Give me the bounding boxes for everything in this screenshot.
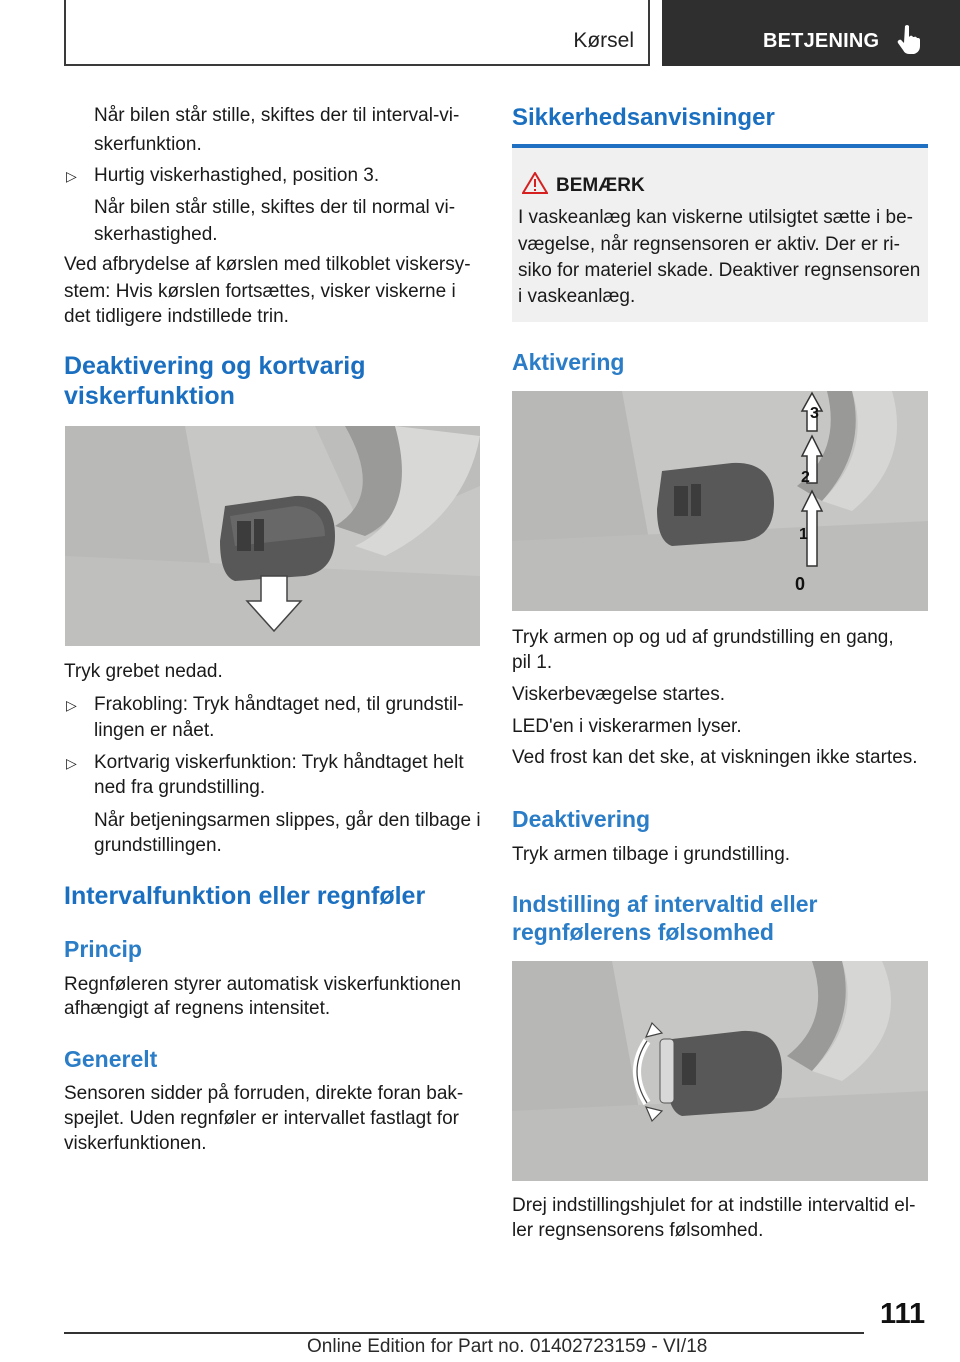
bullet-item-kortvarig-cont: ned fra grundstilling. xyxy=(94,777,266,798)
bullet-icon: ▷ xyxy=(66,168,77,184)
heading-indstilling: Indstilling af intervaltid eller xyxy=(512,891,818,917)
heading-indstilling-line2: regnfølerens følsomhed xyxy=(512,919,774,945)
header-section-tab xyxy=(64,0,650,66)
left-para-6a: Sensoren sidder på forruden, direkte foran bak‐ xyxy=(64,1083,464,1104)
position-label-1: 1 xyxy=(799,526,808,543)
note-line-1: I vaskeanlæg kan viskerne utilsigtet sætte i be‐ xyxy=(518,207,913,228)
position-label-2: 2 xyxy=(801,469,810,486)
page-number: 111 xyxy=(880,1298,926,1330)
interval-wheel-photo xyxy=(512,961,928,1181)
note-line-2: vægelse, når regnsensoren er aktiv. Der er ri‐ xyxy=(518,234,900,255)
left-para-5a: Regnføleren styrer automatisk viskerfunktionen xyxy=(64,974,462,995)
heading-princip: Princip xyxy=(64,936,142,962)
footer-divider xyxy=(64,1332,864,1334)
left-para-5b: afhængigt af regnens intensitet. xyxy=(64,998,331,1019)
left-para-6b: spejlet. Uden regnføler er intervallet fastlagt for xyxy=(64,1108,459,1129)
bullet-item-kortvarig: Kortvarig viskerfunktion: Tryk håndtaget helt xyxy=(94,752,464,773)
caption-wheel-b: ler regnsensorens følsomhed. xyxy=(512,1220,764,1241)
right-para-8: LED'en i viskerarmen lyser. xyxy=(512,716,742,737)
wiper-stalk-positions-photo xyxy=(512,391,928,611)
heading-deaktivering: Deaktivering xyxy=(512,806,651,832)
caption-press-down: Tryk grebet nedad. xyxy=(64,661,223,682)
note-title: BEMÆRK xyxy=(556,175,645,196)
hand-pointer-icon xyxy=(896,24,922,54)
header-chapter-label: BETJENING xyxy=(763,30,880,52)
bullet-icon: ▷ xyxy=(66,697,77,713)
note-line-4: i vaskeanlæg. xyxy=(518,286,636,307)
caption-push-up-b: pil 1. xyxy=(512,652,553,673)
left-para-3c: det tidligere indstillede trin. xyxy=(64,306,289,327)
warning-note-box xyxy=(512,144,928,322)
footer-edition: Online Edition for Part no. 01402723159 - VI/18 xyxy=(307,1336,708,1357)
left-para-1: Når bilen står stille, skiftes der til interval-vi‐ xyxy=(94,105,460,126)
position-label-0: 0 xyxy=(795,574,806,594)
heading-aktivering: Aktivering xyxy=(512,349,625,375)
bullet-icon: ▷ xyxy=(66,755,77,771)
left-para-3b: stem: Hvis kørslen fortsættes, visker viskerne i xyxy=(64,281,456,302)
heading-deaktivering-kortvarig-line2: viskerfunktion xyxy=(64,382,235,410)
right-para-9: Ved frost kan det ske, at viskningen ikke startes. xyxy=(512,747,918,768)
header-section-label: Kørsel xyxy=(573,29,634,52)
caption-wheel-a: Drej indstillingshjulet for at indstille intervaltid el‐ xyxy=(512,1195,916,1216)
left-para-3a: Ved afbrydelse af kørslen med tilkoblet viskersy‐ xyxy=(64,254,471,275)
caption-push-up-a: Tryk armen op og ud af grundstilling en gang, xyxy=(512,627,894,648)
bullet-item-frakobling-cont: lingen er nået. xyxy=(94,720,215,741)
right-para-10: Tryk armen tilbage i grundstilling. xyxy=(512,844,791,865)
position-label-3: 3 xyxy=(810,405,819,422)
heading-sikkerhedsanvisninger: Sikkerhedsanvisninger xyxy=(512,104,775,131)
warning-triangle-icon xyxy=(522,172,548,194)
note-line-3: siko for materiel skade. Deaktiver regnsensoren xyxy=(518,260,921,281)
bullet-item-frakobling: Frakobling: Tryk håndtaget ned, til grundstil‐ xyxy=(94,694,464,715)
right-para-7: Viskerbevægelse startes. xyxy=(512,684,725,705)
heading-intervalfunktion: Intervalfunktion eller regnføler xyxy=(64,882,426,910)
left-para-1b: skerfunktion. xyxy=(94,134,202,155)
header-chapter-tab xyxy=(662,0,960,66)
heading-generelt: Generelt xyxy=(64,1046,158,1072)
left-para-6c: viskerfunktionen. xyxy=(64,1133,207,1154)
left-para-4b: grundstillingen. xyxy=(94,835,222,856)
left-para-4a: Når betjeningsarmen slippes, går den tilbage i xyxy=(94,810,481,831)
bullet-item-fast-speed: Hurtig viskerhastighed, position 3. xyxy=(94,165,380,186)
heading-deaktivering-kortvarig: Deaktivering og kortvarig xyxy=(64,352,366,380)
wiper-stalk-down-photo xyxy=(65,426,480,646)
left-para-2: Når bilen står stille, skiftes der til normal vi‐ xyxy=(94,197,456,218)
left-para-2b: skerhastighed. xyxy=(94,224,218,245)
